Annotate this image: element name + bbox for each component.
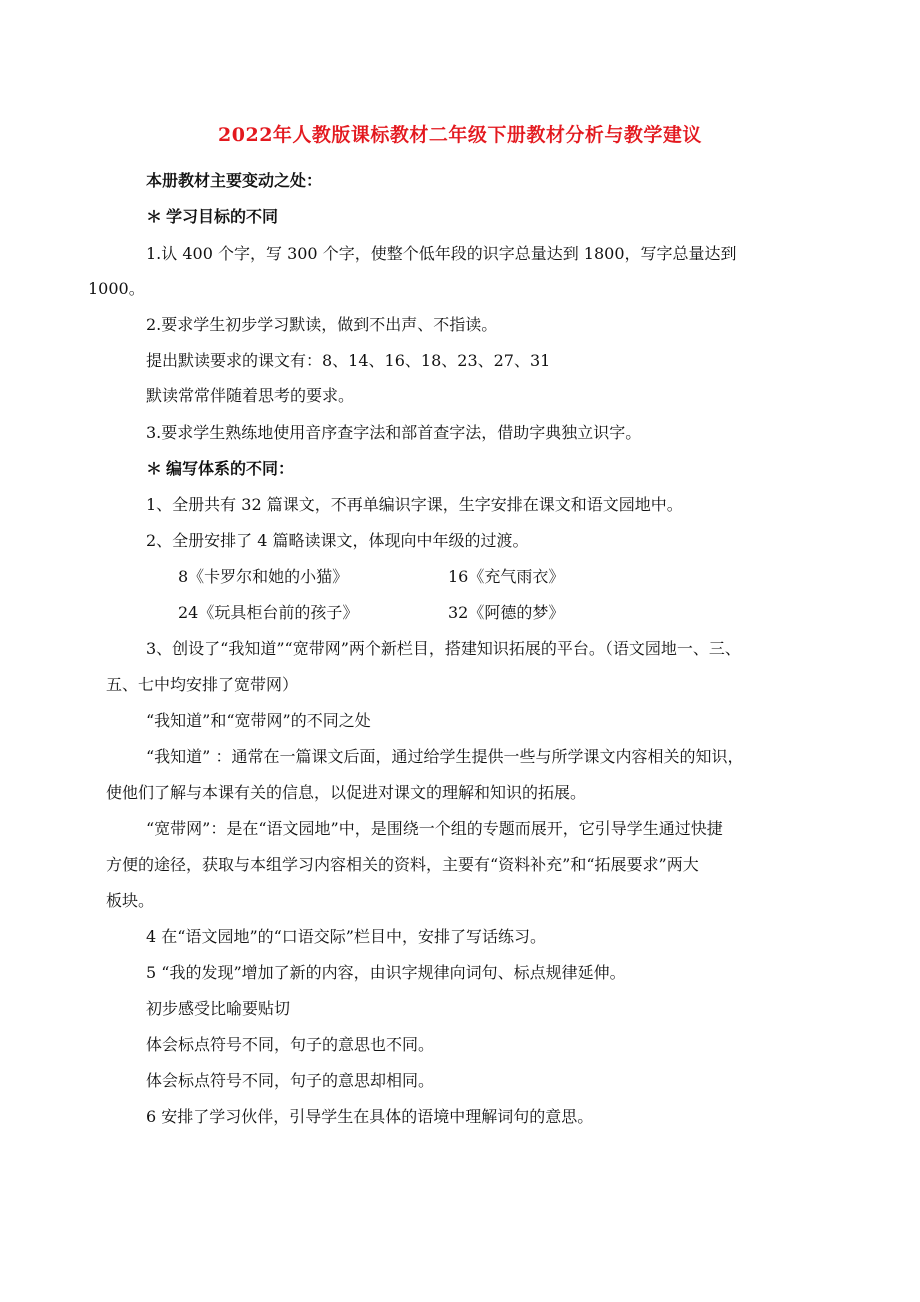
- paragraph: “宽带网”：是在“语文园地”中，是围绕一个组的专题而展开，它引导学生通过快捷: [146, 819, 723, 838]
- paragraph: 1.认 400 个字，写 300 个字，使整个低年段的识字总量达到 1800，写字总量达到: [146, 244, 737, 263]
- main-heading: 本册教材主要变动之处：: [146, 171, 323, 190]
- paragraph: 1000。: [88, 279, 145, 298]
- section1-heading-text: 学习目标的不同: [166, 207, 279, 226]
- paragraph: 提出默读要求的课文有：8、14、16、18、23、27、31: [146, 351, 551, 370]
- paragraph: 默读常常伴随着思考的要求。: [146, 386, 355, 405]
- paragraph: 2、全册安排了 4 篇略读课文，体现向中年级的过渡。: [146, 531, 529, 550]
- lesson-title: 8《卡罗尔和她的小猫》: [178, 567, 349, 586]
- bullet-marker: ＊: [146, 459, 163, 478]
- paragraph: 1、全册共有 32 篇课文，不再单编识字课，生字安排在课文和语文园地中。: [146, 495, 683, 514]
- paragraph: 体会标点符号不同，句子的意思却相同。: [146, 1071, 435, 1090]
- paragraph: 3、创设了“我知道”“宽带网”两个新栏目，搭建知识拓展的平台。（语文园地一、三、: [146, 639, 741, 658]
- paragraph: 使他们了解与本课有关的信息，以促进对课文的理解和知识的拓展。: [106, 783, 587, 802]
- paragraph: 2.要求学生初步学习默读，做到不出声、不指读。: [146, 315, 498, 334]
- paragraph: 方便的途径，获取与本组学习内容相关的资料，主要有“资料补充”和“拓展要求”两大: [106, 855, 699, 874]
- paragraph: 6 安排了学习伙伴，引导学生在具体的语境中理解词句的意思。: [146, 1107, 594, 1126]
- paragraph: 5 “我的发现”增加了新的内容，由识字规律向词句、标点规律延伸。: [146, 963, 626, 982]
- paragraph: “我知道”和“宽带网”的不同之处: [146, 711, 371, 730]
- bullet-marker: ＊: [146, 207, 163, 226]
- paragraph: 初步感受比喻要贴切: [146, 999, 291, 1018]
- lesson-title: 32《阿德的梦》: [448, 603, 565, 622]
- section1-heading: [146, 206, 278, 228]
- lesson-title: 16《充气雨衣》: [448, 567, 565, 586]
- section2-heading-text: 编写体系的不同：: [166, 459, 295, 478]
- lesson-title: 24《玩具柜台前的孩子》: [178, 603, 359, 622]
- paragraph: 五、七中均安排了宽带网）: [106, 675, 299, 694]
- section2-heading: [146, 458, 294, 480]
- paragraph: 4 在“语文园地”的“口语交际”栏目中，安排了写话练习。: [146, 927, 546, 946]
- paragraph: “我知道” ：通常在一篇课文后面，通过给学生提供一些与所学课文内容相关的知识，: [146, 747, 744, 766]
- document-title: 2022年人教版课标教材二年级下册教材分析与教学建议: [218, 124, 702, 146]
- paragraph: 体会标点符号不同，句子的意思也不同。: [146, 1035, 435, 1054]
- paragraph: 板块。: [106, 891, 155, 910]
- paragraph: 3.要求学生熟练地使用音序查字法和部首查字法，借助字典独立识字。: [146, 423, 642, 442]
